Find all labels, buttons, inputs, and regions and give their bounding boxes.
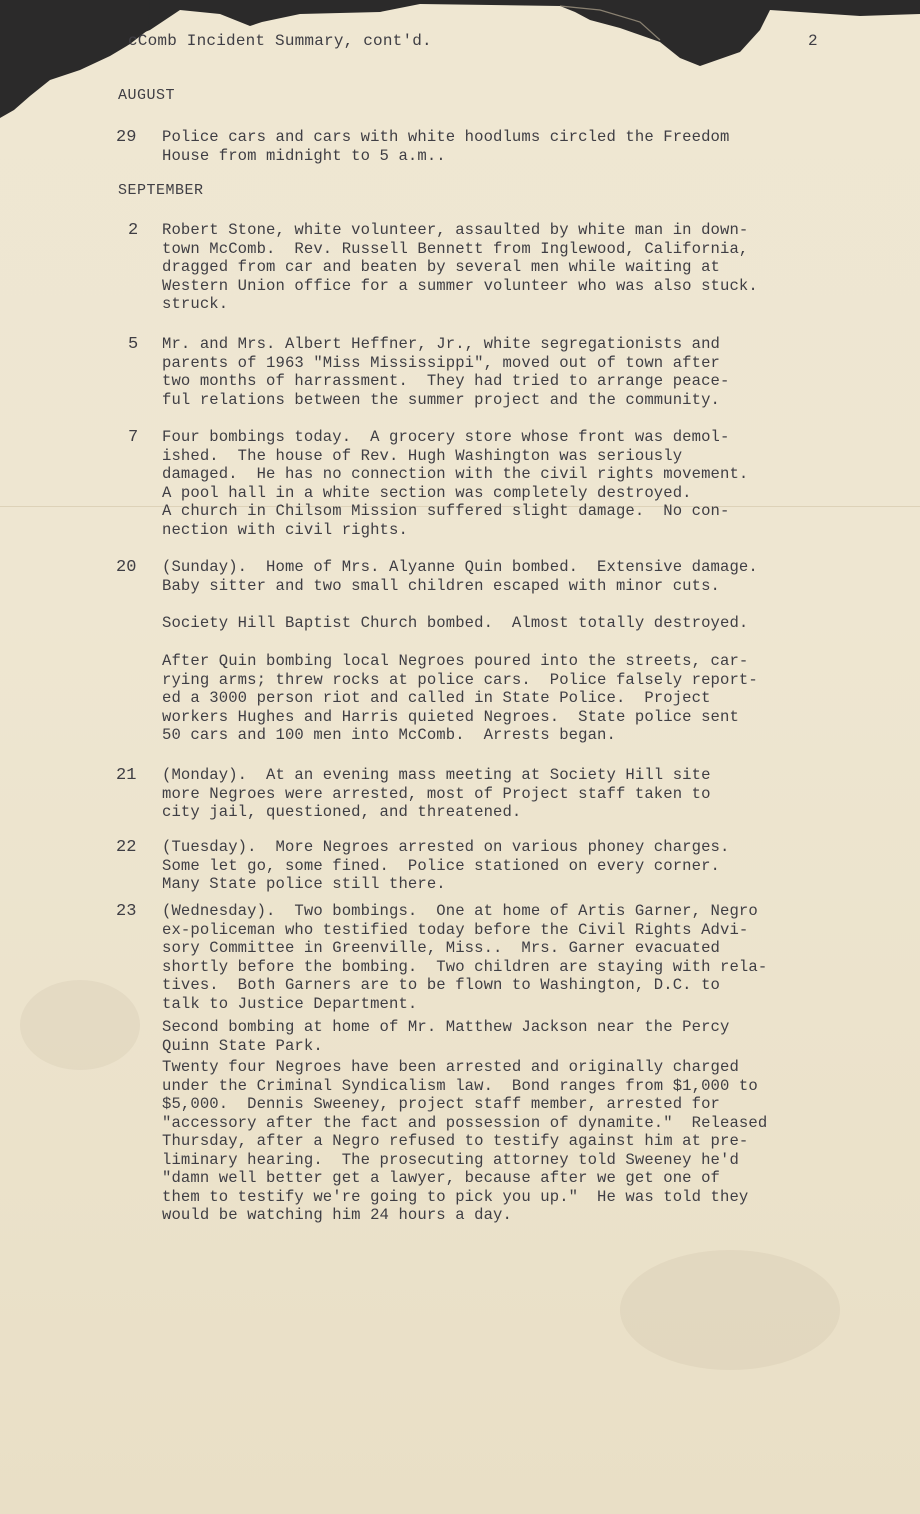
month-heading-september: SEPTEMBER <box>118 182 204 199</box>
entry-text: Robert Stone, white volunteer, assaulted by white man in down- town McComb. Rev. Russell Bennett from Inglewood, California, dragged from car and beaten by several men while waiting at Western Union office for a summer volunteer who was also stuck. struck. <box>162 221 758 313</box>
page-number: 2 <box>808 32 818 50</box>
entry-text: (Tuesday). More Negroes arrested on various phoney charges. Some let go, some fined. Police stationed on every corner. Many State police still there. <box>162 838 730 893</box>
entry-text: (Monday). At an evening mass meeting at Society Hill site more Negroes were arrested, most of Project staff taken to city jail, questioned, and threatened. <box>162 766 711 821</box>
entry-text: Police cars and cars with white hoodlums circled the Freedom House from midnight to 5 a.m.. <box>162 128 730 165</box>
entry-day: 2 <box>128 221 139 240</box>
entry-text: (Sunday). Home of Mrs. Alyanne Quin bombed. Extensive damage. Baby sitter and two small children escaped with minor cuts. <box>162 558 758 595</box>
month-heading-august: AUGUST <box>118 87 176 104</box>
entry-day: 7 <box>128 428 139 447</box>
entry-day: 5 <box>128 335 139 354</box>
entry-text: Second bombing at home of Mr. Matthew Jackson near the Percy Quinn State Park. <box>162 1018 730 1055</box>
entry-day: 20 <box>116 558 137 577</box>
entry-text: Four bombings today. A grocery store whose front was demol- ished. The house of Rev. Hugh Washington was seriously damaged. He has no connection with the civil rights movement. A pool hall in a white section was completely destroyed. A church in Chilsom Mission suffered slight damage. No con- nection with civil rights. <box>162 428 749 539</box>
entry-text: (Wednesday). Two bombings. One at home of Artis Garner, Negro ex-policeman who testified today before the Civil Rights Advi- sory Committee in Greenville, Miss.. Mrs. Garner evacuated shortly before the bombing. Two children are staying with rela- tives. Both Garners are to be flown to Washington, D.C. to talk to Justice Department. <box>162 902 768 1013</box>
entry-day: 29 <box>116 128 137 147</box>
document-header-title: cComb Incident Summary, cont'd. <box>128 32 432 50</box>
entry-day: 21 <box>116 766 137 785</box>
entry-day: 23 <box>116 902 137 921</box>
entry-day: 22 <box>116 838 137 857</box>
entry-text: After Quin bombing local Negroes poured into the streets, car- rying arms; threw rocks at police cars. Police falsely report- ed a 3000 person riot and called in State Police. Project workers Hughes and Harris quieted Negroes. State police sent 50 cars and 100 men into McComb. Arrests began. <box>162 652 758 744</box>
entry-text: Society Hill Baptist Church bombed. Almost totally destroyed. <box>162 614 749 632</box>
entry-text: Mr. and Mrs. Albert Heffner, Jr., white segregationists and parents of 1963 "Miss Mississippi", moved out of town after two months of harrassment. They had tried to arrange peace- ful relations between the summer project and the community. <box>162 335 730 409</box>
entry-text: Twenty four Negroes have been arrested and originally charged under the Criminal Syndicalism law. Bond ranges from $1,000 to $5,000. Dennis Sweeney, project staff member, arrested for "accessory after the fact and possession of dynamite." Released Thursday, after a Negro refused to testify against him at pre- liminary hearing. The prosecuting attorney told Sweeney he'd "damn well better get a lawyer, because after we get one of them to testify we're going to pick you up." He was told they would be watching him 24 hours a day. <box>162 1058 768 1224</box>
